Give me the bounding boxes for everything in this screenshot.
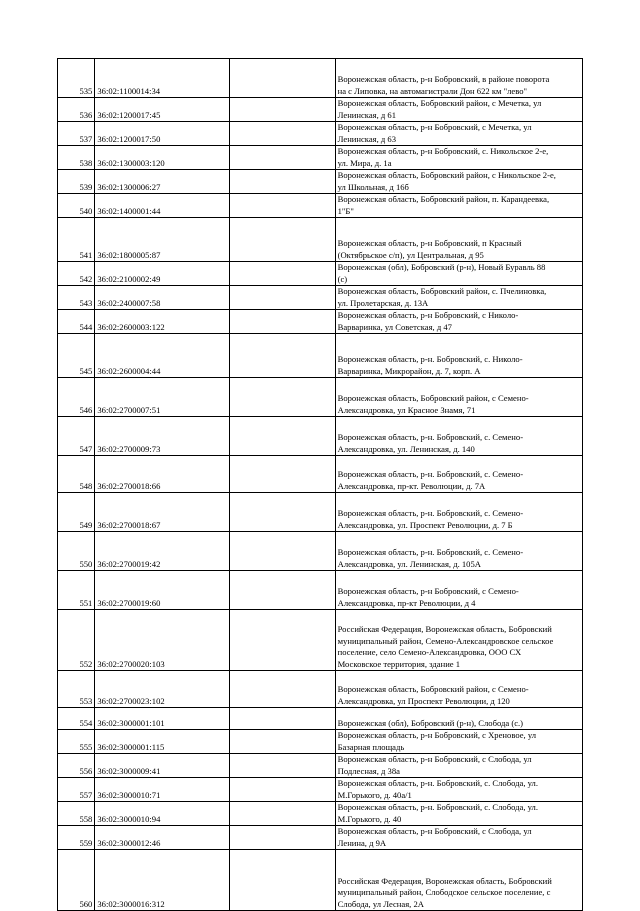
cadastral-number: 36:02:2100002:49 [95, 262, 229, 286]
table-row [58, 262, 583, 286]
row-number: 560 [58, 850, 95, 911]
table-row [58, 194, 583, 218]
table-row [58, 310, 583, 334]
empty-cell [229, 194, 335, 218]
address-line: Воронежская область, р-н. Бобровский, с. Слобода, ул. [337, 802, 538, 812]
address-cell [335, 378, 582, 417]
address-cell [335, 610, 582, 671]
address-cell [335, 310, 582, 334]
row-number: 558 [58, 802, 95, 826]
cadastral-number: 36:02:1200017:50 [95, 122, 229, 146]
address-line: Александровка, ул Проспект Революции, д 120 [337, 695, 510, 706]
cadastral-number: 36:02:2700020:103 [95, 610, 229, 671]
empty-cell [229, 730, 335, 754]
row-number: 548 [58, 456, 95, 493]
address-line: Александровка, ул. Ленинская, д. 140 [337, 443, 475, 454]
empty-cell [229, 170, 335, 194]
address-line: Российская Федерация, Воронежская область, Бобровский [337, 875, 552, 886]
address-line: Воронежская область, р-н Бобровский, с Слобода, ул [337, 754, 532, 764]
empty-cell [229, 571, 335, 610]
cadastral-number: 36:02:2700018:66 [95, 456, 229, 493]
address-cell [335, 493, 582, 532]
address-cell [335, 708, 582, 730]
address-line: Воронежская область, р-н Бобровский, п Красный [337, 238, 522, 248]
address-line: Александровка, ул Красное Знамя, 71 [337, 404, 476, 415]
table-row [58, 754, 583, 778]
address-line: Александровка, пр-кт. Революции, д. 7А [337, 480, 486, 491]
address-line: Александровка, пр-кт Революции, д 4 [337, 597, 476, 608]
address-line: Воронежская область, р-н. Бобровский, с. Семено- [337, 469, 524, 479]
address-line: Воронежская область, р-н. Бобровский, с. Семено- [337, 547, 524, 557]
address-cell [335, 532, 582, 571]
address-line: Воронежская (обл), Бобровский (р-н), Новый Буравль 88 [337, 262, 546, 272]
table-row [58, 417, 583, 456]
cadastral-number: 36:02:2600003:122 [95, 310, 229, 334]
row-number: 556 [58, 754, 95, 778]
address-line: 1"Б" [337, 205, 354, 216]
row-number: 539 [58, 170, 95, 194]
address-cell [335, 754, 582, 778]
row-number: 540 [58, 194, 95, 218]
cadastral-number: 36:02:3000010:94 [95, 802, 229, 826]
table-row [58, 850, 583, 911]
address-line: Воронежская область, р-н Бобровский, с Семено- [337, 586, 519, 596]
address-line: (с) [337, 273, 348, 284]
cadastral-number: 36:02:2400007:58 [95, 286, 229, 310]
address-line: М.Горького, д. 40а/1 [337, 789, 412, 800]
address-line: Воронежская область, р-н. Бобровский, с. Слобода, ул. [337, 778, 538, 788]
address-line: Московское территория, здание 1 [337, 658, 461, 669]
empty-cell [229, 850, 335, 911]
table-row [58, 286, 583, 310]
cadastral-number: 36:02:1100014:34 [95, 59, 229, 98]
empty-cell [229, 826, 335, 850]
table-row [58, 493, 583, 532]
row-number: 535 [58, 59, 95, 98]
empty-cell [229, 122, 335, 146]
row-number: 537 [58, 122, 95, 146]
empty-cell [229, 218, 335, 262]
address-line: Ленинская, д 61 [337, 109, 397, 120]
address-line: Ленина, д 9А [337, 837, 387, 848]
cadastral-number: 36:02:3000001:101 [95, 708, 229, 730]
cadastral-number: 36:02:1300003:120 [95, 146, 229, 170]
address-cell [335, 146, 582, 170]
empty-cell [229, 59, 335, 98]
address-line: Воронежская область, Бобровский район, с Мечетка, ул [337, 98, 542, 108]
address-line: Варваринка, ул Советская, д 47 [337, 321, 452, 332]
row-number: 543 [58, 286, 95, 310]
table-row [58, 378, 583, 417]
address-cell [335, 671, 582, 708]
address-line: Воронежская область, Бобровский район, п. Карандеевка, [337, 194, 550, 204]
address-line: на с Липовка, на автомагистрали Дон 622 км "лево" [337, 85, 528, 96]
address-line: Воронежская область, р-н. Бобровский, с. Николо- [337, 354, 523, 364]
address-cell [335, 778, 582, 802]
row-number: 559 [58, 826, 95, 850]
address-line: Воронежская (обл), Бобровский (р-н), Слобода (с.) [337, 717, 524, 728]
table-row [58, 170, 583, 194]
table-row [58, 456, 583, 493]
empty-cell [229, 754, 335, 778]
address-cell [335, 262, 582, 286]
empty-cell [229, 146, 335, 170]
address-line: ул Школьная, д 16б [337, 181, 409, 192]
table-row [58, 671, 583, 708]
row-number: 557 [58, 778, 95, 802]
table-row [58, 218, 583, 262]
table-row [58, 610, 583, 671]
empty-cell [229, 610, 335, 671]
row-number: 550 [58, 532, 95, 571]
table-row [58, 730, 583, 754]
empty-cell [229, 532, 335, 571]
empty-cell [229, 334, 335, 378]
table-row [58, 122, 583, 146]
address-line: муниципальный район, Семено-Александровское сельское [337, 635, 554, 646]
row-number: 552 [58, 610, 95, 671]
cadastral-number: 36:02:2600004:44 [95, 334, 229, 378]
address-cell [335, 850, 582, 911]
address-line: Воронежская область, Бобровский район, с Никольское 2-е, [337, 170, 556, 180]
property-register-table [57, 58, 583, 911]
address-cell [335, 98, 582, 122]
address-line: Александровка, ул. Проспект Революции, д. 7 Б [337, 519, 513, 530]
row-number: 551 [58, 571, 95, 610]
cadastral-number: 36:02:1400001:44 [95, 194, 229, 218]
empty-cell [229, 378, 335, 417]
empty-cell [229, 286, 335, 310]
address-cell [335, 456, 582, 493]
row-number: 536 [58, 98, 95, 122]
address-line: Базарная площадь [337, 741, 405, 752]
address-line: Воронежская область, р-н Бобровский, с Слобода, ул [337, 826, 532, 836]
empty-cell [229, 456, 335, 493]
address-cell [335, 194, 582, 218]
register-body [58, 59, 583, 911]
table-row [58, 708, 583, 730]
table-row [58, 334, 583, 378]
address-line: Воронежская область, р-н Бобровский, в районе поворота [337, 74, 550, 84]
table-row [58, 146, 583, 170]
row-number: 544 [58, 310, 95, 334]
table-row [58, 98, 583, 122]
cadastral-number: 36:02:1300006:27 [95, 170, 229, 194]
empty-cell [229, 262, 335, 286]
address-cell [335, 802, 582, 826]
row-number: 553 [58, 671, 95, 708]
address-cell [335, 571, 582, 610]
address-cell [335, 826, 582, 850]
cadastral-number: 36:02:2700009:73 [95, 417, 229, 456]
address-cell [335, 286, 582, 310]
row-number: 545 [58, 334, 95, 378]
row-number: 547 [58, 417, 95, 456]
cadastral-number: 36:02:1800005:87 [95, 218, 229, 262]
cadastral-number: 36:02:3000009:41 [95, 754, 229, 778]
empty-cell [229, 417, 335, 456]
cadastral-number: 36:02:3000012:46 [95, 826, 229, 850]
address-cell [335, 417, 582, 456]
address-cell [335, 218, 582, 262]
cadastral-number: 36:02:2700007:51 [95, 378, 229, 417]
address-line: Подлесная, д 38а [337, 765, 400, 776]
cadastral-number: 36:02:3000001:115 [95, 730, 229, 754]
table-row [58, 59, 583, 98]
cadastral-number: 36:02:2700018:67 [95, 493, 229, 532]
empty-cell [229, 708, 335, 730]
address-cell [335, 59, 582, 98]
table-row [58, 571, 583, 610]
address-line: Российская Федерация, Воронежская область, Бобровский [337, 624, 552, 634]
address-line: ул. Мира, д. 1а [337, 157, 392, 168]
table-row [58, 826, 583, 850]
row-number: 549 [58, 493, 95, 532]
row-number: 546 [58, 378, 95, 417]
address-line: поселение, село Семено-Александровка, ООО СХ [337, 647, 522, 657]
address-line: Варваринка, Микрорайон, д. 7, корп. А [337, 365, 481, 376]
address-line: Александровка, ул. Ленинская, д. 105А [337, 558, 481, 569]
address-line: Ленинская, д 63 [337, 133, 397, 144]
empty-cell [229, 671, 335, 708]
address-line: Воронежская область, р-н Бобровский, с. Никольское 2-е, [337, 146, 549, 156]
cadastral-number: 36:02:3000010:71 [95, 778, 229, 802]
empty-cell [229, 98, 335, 122]
address-line: Воронежская область, р-н Бобровский, с Хреновое, ул [337, 730, 537, 740]
row-number: 538 [58, 146, 95, 170]
row-number: 541 [58, 218, 95, 262]
cadastral-number: 36:02:2700023:102 [95, 671, 229, 708]
row-number: 542 [58, 262, 95, 286]
address-line: Воронежская область, р-н. Бобровский, с. Семено- [337, 508, 524, 518]
cadastral-number: 36:02:1200017:45 [95, 98, 229, 122]
address-line: Воронежская область, Бобровский район, с Семено- [337, 393, 529, 403]
empty-cell [229, 802, 335, 826]
cadastral-number: 36:02:2700019:42 [95, 532, 229, 571]
address-line: муниципальный район, Слободское сельское поселение, с [337, 887, 551, 897]
empty-cell [229, 493, 335, 532]
address-cell [335, 334, 582, 378]
table-row [58, 802, 583, 826]
address-line: (Октябрьское с/п), ул Центральная, д 95 [337, 249, 484, 260]
table-row [58, 532, 583, 571]
address-line: М.Горького, д. 40 [337, 813, 402, 824]
row-number: 554 [58, 708, 95, 730]
table-row [58, 778, 583, 802]
address-line: Воронежская область, Бобровский район, с Семено- [337, 684, 529, 694]
address-line: Слобода, ул Лесная, 2А [337, 898, 424, 909]
address-line: Воронежская область, р-н Бобровский, с Николо- [337, 310, 519, 320]
address-line: ул. Пролетарская, д. 13А [337, 297, 429, 308]
address-cell [335, 730, 582, 754]
cadastral-number: 36:02:3000016:312 [95, 850, 229, 911]
address-line: Воронежская область, р-н Бобровский, с Мечетка, ул [337, 122, 532, 132]
address-line: Воронежская область, Бобровский район, с. Пчелиновка, [337, 286, 547, 296]
cadastral-number: 36:02:2700019:60 [95, 571, 229, 610]
address-line: Воронежская область, р-н. Бобровский, с. Семено- [337, 432, 524, 442]
row-number: 555 [58, 730, 95, 754]
empty-cell [229, 778, 335, 802]
address-cell [335, 170, 582, 194]
address-cell [335, 122, 582, 146]
empty-cell [229, 310, 335, 334]
